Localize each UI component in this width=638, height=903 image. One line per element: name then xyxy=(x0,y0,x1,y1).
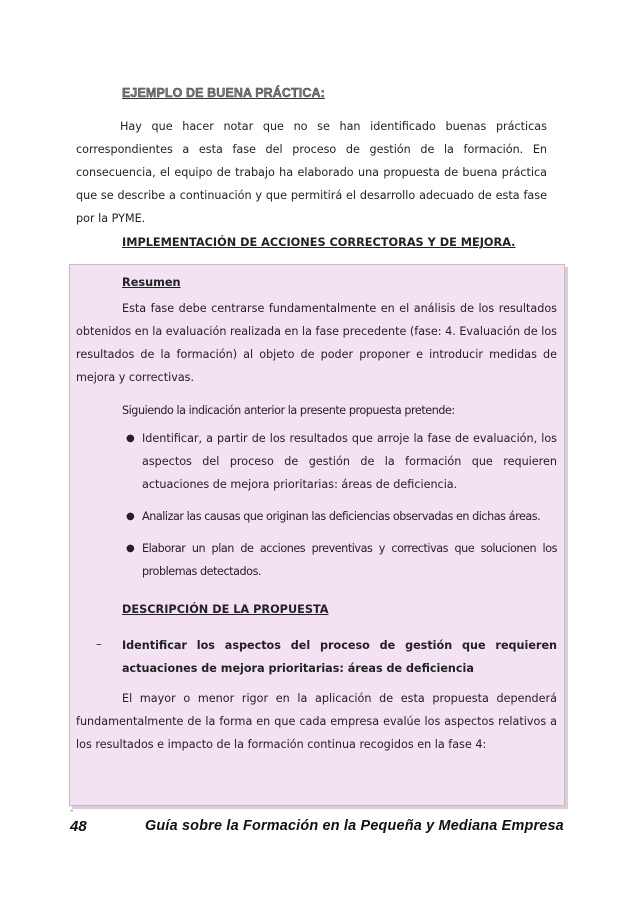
description-paragraph xyxy=(76,687,557,756)
bullet-icon: ● xyxy=(126,543,135,554)
lead-in-text: Siguiendo la indicación anterior la presente propuesta pretende: xyxy=(122,404,455,417)
intro-paragraph xyxy=(76,115,547,230)
bullet-icon: ● xyxy=(126,433,135,444)
resumen-paragraph xyxy=(76,297,557,389)
objectives-list xyxy=(122,427,557,592)
footer-mark: - xyxy=(70,806,74,816)
list-item xyxy=(122,505,557,528)
list-item xyxy=(122,427,557,496)
bullet-text: Analizar las causas que originan las deficiencias observadas en dichas áreas. xyxy=(142,510,541,523)
bullet-text: Elaborar un plan de acciones preventivas y correctivas que solucionen los problemas detectados. xyxy=(142,542,557,578)
bullet-icon: ● xyxy=(126,511,135,522)
lead-in-paragraph xyxy=(76,399,557,422)
section-title: IMPLEMENTACIÓN DE ACCIONES CORRECTORAS Y DE MEJORA. xyxy=(122,236,516,249)
resumen-title: Resumen xyxy=(122,276,181,289)
dash-marker: – xyxy=(96,638,102,651)
footer-title: Guía sobre la Formación en la Pequeña y Mediana Empresa xyxy=(145,818,564,834)
description-text: El mayor o menor rigor en la aplicación de esta propuesta dependerá fundamentalmente de la forma en que cada empresa evalúe los aspectos relativos a los resultados e impacto de la formación continua recogidos en la fase 4: xyxy=(76,692,557,751)
best-practice-heading: EJEMPLO DE BUENA PRÁCTICA: xyxy=(122,86,325,100)
description-subtitle: Identificar los aspectos del proceso de gestión que requieren actuaciones de mejora prioritarias: áreas de deficiencia xyxy=(122,639,557,675)
resumen-text: Esta fase debe centrarse fundamentalmente en el análisis de los resultados obtenidos en la evaluación realizada en la fase precedente (fase: 4. Evaluación de los resultados de la formación) al objeto de poder proponer e introducir medidas de mejora y correctivas. xyxy=(76,302,557,384)
bullet-text: Identificar, a partir de los resultados que arroje la fase de evaluación, los aspectos del proceso de gestión de la formación que requieren actuaciones de mejora prioritarias: áreas de deficiencia. xyxy=(142,432,557,491)
list-item xyxy=(122,537,557,583)
page-number: 48 xyxy=(70,818,87,835)
intro-text: Hay que hacer notar que no se han identificado buenas prácticas correspondientes a esta fase del proceso de gestión de la formación. En consecuencia, el equipo de trabajo ha elaborado una propuesta de buena práctica que se describe a continuación y que permitirá el desarrollo adecuado de esta fase por la PYME. xyxy=(76,120,547,225)
description-title: DESCRIPCIÓN DE LA PROPUESTA xyxy=(122,603,329,616)
